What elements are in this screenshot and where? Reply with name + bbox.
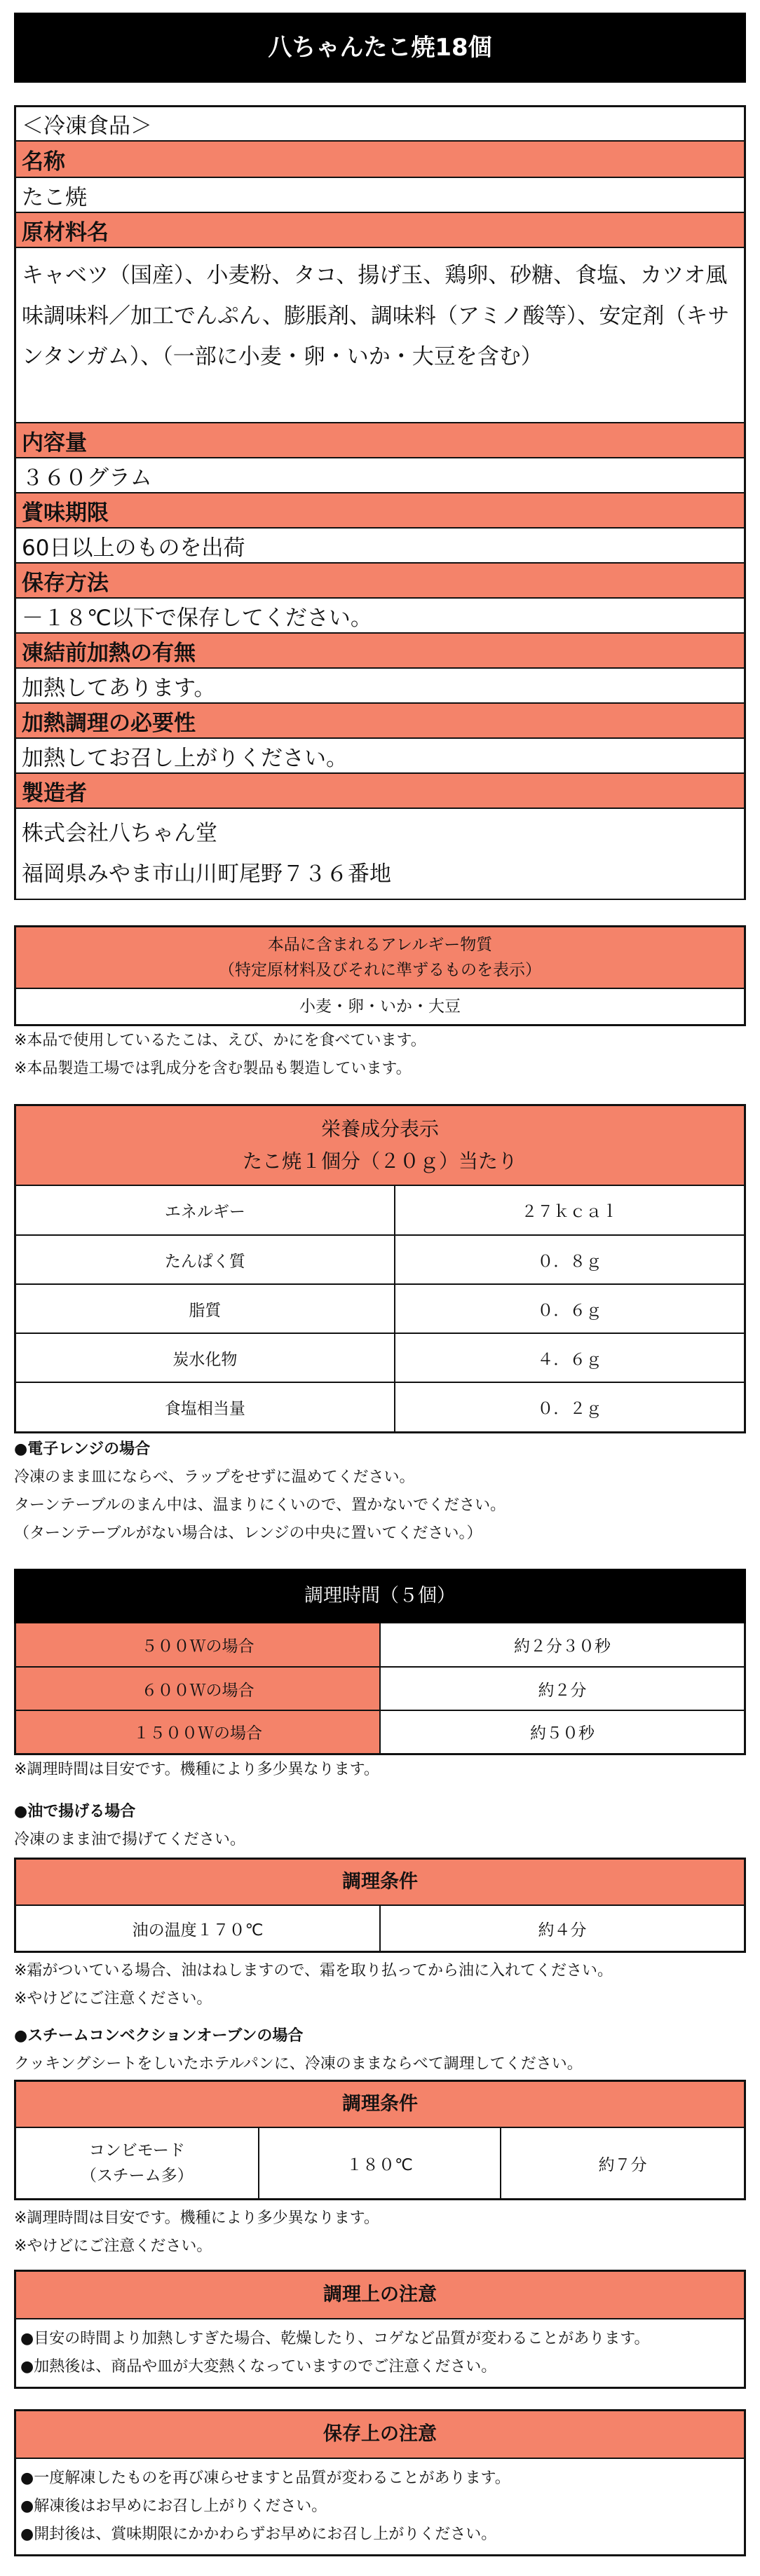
allergy-note: ※本品製造工場では乳成分を含む製品も製造しています。 <box>14 1060 412 1077</box>
table-row <box>16 1235 744 1284</box>
nutrition-box <box>14 1104 746 1433</box>
cooking-caution-body <box>16 2319 744 2387</box>
storage-caution-box <box>14 2409 746 2556</box>
oven-heading: ●スチームコンベクションオーブンの場合 <box>14 2027 304 2045</box>
fry-note: ※やけどにご注意ください。 <box>14 1990 212 2008</box>
need-heat-value: 加熱してお召し上がりください。 <box>14 739 746 774</box>
oven-time: 約７分 <box>598 2155 647 2174</box>
expiry-value: 60日以上のものを出荷 <box>14 529 746 564</box>
nutrient-name: 炭水化物 <box>16 1333 395 1382</box>
fry-condition-table <box>16 1906 744 1951</box>
nutrient-value: ２７ｋｃａｌ <box>395 1186 744 1235</box>
table-row <box>16 1382 744 1431</box>
nutrient-name: たんぱく質 <box>16 1235 395 1284</box>
oven-condition-box <box>14 2080 746 2200</box>
maker-heading: 製造者 <box>14 774 746 809</box>
fry-time: 約４分 <box>538 1921 587 1940</box>
oven-notes <box>14 2204 746 2261</box>
nutrient-name: エネルギー <box>16 1186 395 1235</box>
microwave-note: ※調理時間は目安です。機種により多少異なります。 <box>14 1761 379 1778</box>
allergy-heading <box>16 927 744 989</box>
table-row <box>16 1906 744 1951</box>
fry-instruction: 冷凍のまま油で揚げてください。 <box>14 1831 246 1848</box>
caution-item: ●一度解凍したものを再び凍らせますと品質が変わることがあります。 <box>20 2469 510 2487</box>
allergy-heading-line2: （特定原材料及びそれに準ずるものを表示） <box>219 961 541 979</box>
food-label <box>14 105 746 900</box>
fry-heading: ●油で揚げる場合 <box>14 1803 136 1820</box>
wattage-label: ６００Ｗの場合 <box>15 1667 381 1710</box>
cook-time: 約２分 <box>380 1667 745 1710</box>
table-row <box>15 1667 745 1710</box>
cooking-caution-heading: 調理上の注意 <box>16 2272 744 2319</box>
preheat-heading: 凍結前加熱の有無 <box>14 634 746 669</box>
table-row <box>16 2128 744 2198</box>
oven-condition-table <box>16 2128 744 2198</box>
storage-value: －１８℃以下で保存してください。 <box>14 599 746 634</box>
nutrient-value: ０．８ｇ <box>395 1235 744 1284</box>
microwave-instruction: 冷凍のまま皿にならべ、ラップをせずに温めてください。 <box>14 1468 415 1486</box>
preheat-value: 加熱してあります。 <box>14 669 746 704</box>
frozen-label: ＜冷凍食品＞ <box>14 105 746 142</box>
nutrient-name: 食塩相当量 <box>16 1382 395 1431</box>
wattage-label: １５００Ｗの場合 <box>15 1710 381 1754</box>
nutrition-heading <box>16 1106 744 1186</box>
oven-mode-line: （スチーム多） <box>81 2167 194 2185</box>
wattage-label: ５００Ｗの場合 <box>15 1623 381 1667</box>
oil-temperature: 油の温度１７０℃ <box>16 1906 380 1951</box>
table-row <box>16 1284 744 1333</box>
caution-item: ●解凍後はお早めにお召し上がりください。 <box>20 2497 327 2515</box>
nutrition-table <box>16 1186 744 1431</box>
ingredients-heading: 原材料名 <box>14 213 746 248</box>
nutrient-value: ０．６ｇ <box>395 1284 744 1333</box>
oven-condition-heading: 調理条件 <box>16 2082 744 2128</box>
oven-mode <box>16 2128 259 2198</box>
allergy-box <box>14 925 746 1026</box>
table-row <box>15 1710 745 1754</box>
name-heading: 名称 <box>14 142 746 178</box>
content-value: ３６０グラム <box>14 458 746 493</box>
microwave-time-heading: 調理時間（５個） <box>14 1569 746 1623</box>
name-value: たこ焼 <box>14 178 746 213</box>
microwave-time-table <box>14 1623 746 1755</box>
allergy-notes <box>14 1027 746 1083</box>
table-row <box>16 1186 744 1235</box>
storage-caution-body <box>16 2459 744 2554</box>
nutrient-value: ４．６ｇ <box>395 1333 744 1382</box>
maker-value <box>14 809 746 900</box>
caution-item: ●開封後は、賞味期限にかかわらずお早めにお召し上がりください。 <box>20 2526 497 2543</box>
allergy-note: ※本品で使用しているたこは、えび、かにを食べています。 <box>14 1032 426 1049</box>
expiry-heading: 賞味期限 <box>14 493 746 529</box>
fry-note: ※霜がついている場合、油はねしますので、霜を取り払ってから油に入れてください。 <box>14 1962 613 1979</box>
allergy-heading-line1: 本品に含まれるアレルギー物質 <box>267 936 493 954</box>
maker-address: 福岡県みやま市山川町尾野７３６番地 <box>22 861 391 887</box>
storage-heading: 保存方法 <box>14 564 746 599</box>
microwave-instruction: ターンテーブルのまん中は、温まりにくいので、置かないでください。 <box>14 1497 506 1514</box>
fry-notes <box>14 1957 746 2013</box>
oven-note: ※調理時間は目安です。機種により多少異なります。 <box>14 2209 379 2227</box>
fry-condition-heading: 調理条件 <box>16 1860 744 1906</box>
ingredients-value: キャベツ（国産）、小麦粉、タコ、揚げ玉、鶏卵、砂糖、食塩、カツオ風味調味料／加工でんぷん、膨脹剤、調味料（アミノ酸等）、安定剤（キサンタンガム）、（一部に小麦・卵・いか・大豆を含む） <box>14 248 746 423</box>
content-heading: 内容量 <box>14 423 746 458</box>
allergy-items: 小麦・卵・いか・大豆 <box>299 997 461 1016</box>
oven-section <box>14 2022 746 2078</box>
page-title: 八ちゃんたこ焼18個 <box>14 13 746 83</box>
microwave-section <box>14 1436 746 1548</box>
nutrient-name: 脂質 <box>16 1284 395 1333</box>
caution-item: ●加熱後は、商品や皿が大変熱くなっていますのでご注意ください。 <box>20 2358 497 2376</box>
fry-section <box>14 1798 746 1854</box>
oven-note: ※やけどにご注意ください。 <box>14 2237 212 2255</box>
nutrition-heading-line1: 栄養成分表示 <box>320 1117 439 1140</box>
cook-time: 約２分３０秒 <box>380 1623 745 1667</box>
table-row <box>15 1623 745 1667</box>
cooking-caution-box <box>14 2270 746 2389</box>
nutrition-heading-line2: たこ焼１個分（２０ｇ）当たり <box>242 1150 517 1173</box>
storage-caution-heading: 保存上の注意 <box>16 2411 744 2459</box>
oven-mode-line: コンビモード <box>88 2141 185 2160</box>
need-heat-heading: 加熱調理の必要性 <box>14 704 746 739</box>
oven-instruction: クッキングシートをしいたホテルパンに、冷凍のままならべて調理してください。 <box>14 2055 583 2073</box>
table-row <box>16 1333 744 1382</box>
microwave-instruction: （ターンテーブルがない場合は、レンジの中央に置いてください。） <box>14 1525 482 1542</box>
microwave-heading: ●電子レンジの場合 <box>14 1440 151 1458</box>
microwave-time-box <box>14 1569 746 1755</box>
fry-condition-box <box>14 1858 746 1953</box>
cook-time: 約５０秒 <box>380 1710 745 1754</box>
oven-temperature: １８０℃ <box>259 2128 501 2198</box>
caution-item: ●目安の時間より加熱しすぎた場合、乾燥したり、コゲなど品質が変わることがあります。 <box>20 2330 650 2347</box>
nutrient-value: ０．２ｇ <box>395 1382 744 1431</box>
maker-company: 株式会社八ちゃん堂 <box>22 821 217 846</box>
